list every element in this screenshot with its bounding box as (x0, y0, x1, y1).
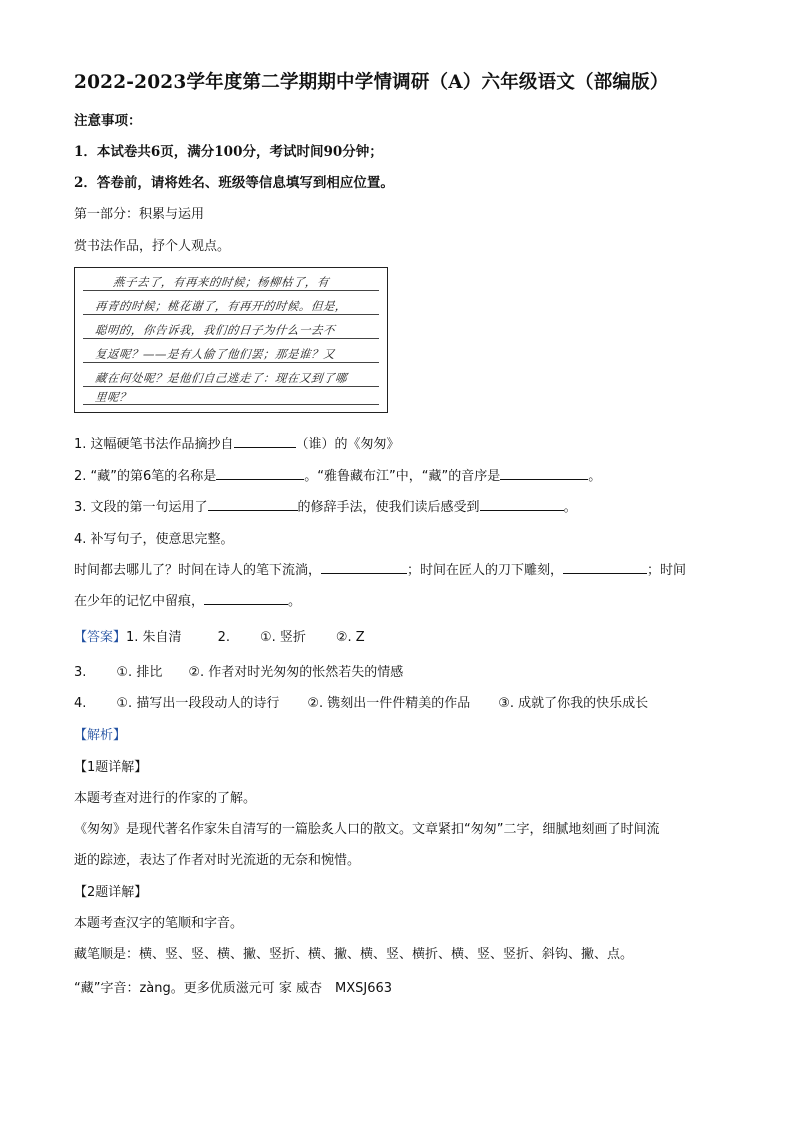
question-text: 。 (588, 469, 602, 484)
answer-blank[interactable] (500, 467, 588, 480)
answer-item: ①. 排比 (116, 665, 163, 680)
instruction: 赏书法作品，抒个人观点。 (74, 239, 231, 254)
calligraphy-rule (83, 290, 379, 291)
question-1 (74, 433, 400, 452)
detail-heading-1: 【1题详解】 (74, 760, 148, 775)
calligraphy-line: 燕子去了，有再来的时候；杨柳枯了，有 (112, 275, 330, 289)
detail-heading-2: 【2题详解】 (74, 885, 148, 900)
calligraphy-line: 聪明的，你告诉我，我们的日子为什么一去不 (94, 323, 336, 337)
analysis-label: 【解析】 (74, 728, 127, 743)
question-3 (74, 496, 577, 515)
analysis-paragraph: “藏”字音：zàng。更多优质滋元可 家 威杏 MXSJ663 (74, 981, 393, 996)
page-title: 2022-2023学年度第二学期期中学情调研（A）六年级语文（部编版） (74, 72, 669, 93)
question-text: 。 (288, 594, 302, 609)
answer-item: 1. 朱自清 (126, 630, 182, 645)
calligraphy-line: 藏在何处呢？是他们自己逃走了：现在又到了哪 (94, 371, 348, 385)
question-2 (74, 465, 601, 484)
calligraphy-rule (83, 314, 379, 315)
analysis-paragraph: 《匆匆》是现代著名作家朱自清写的一篇脍炙人口的散文。文章紧扣“匆匆”二字，细腻地刻画了时间流 (74, 822, 660, 837)
question-text: 。 (563, 500, 577, 515)
question-text: 在少年的记忆中留痕， (74, 594, 205, 609)
answer-label: 【答案】 (74, 630, 127, 645)
part-heading: 第一部分：积累与运用 (74, 207, 205, 222)
calligraphy-rule (83, 362, 379, 363)
answer-blank[interactable] (234, 435, 296, 448)
question-text: 1. 这幅硬笔书法作品摘抄自 (74, 437, 234, 452)
answer-blank[interactable] (321, 561, 407, 574)
question-4: 4. 补写句子，使意思完整。 (74, 532, 234, 547)
question-text: 。“雅鲁藏布江”中，“藏”的音序是 (304, 469, 501, 484)
question-text: ；时间在匠人的刀下雕刻， (407, 563, 564, 578)
answer-blank[interactable] (480, 498, 564, 511)
answer-row-1 (74, 626, 365, 645)
answer-item: 3. (74, 665, 87, 680)
answer-blank[interactable] (216, 467, 304, 480)
calligraphy-line: 里呢？ (94, 390, 132, 404)
question-4-line-2 (74, 590, 301, 609)
answer-item: ②. Z (335, 630, 365, 645)
analysis-paragraph: 藏笔顺是：横、竖、竖、横、撇、竖折、横、撇、横、竖、横折、横、竖、竖折、斜钩、撇、点。 (74, 947, 634, 962)
question-4-line-1 (74, 559, 686, 578)
analysis-paragraph: 逝的踪迹，表达了作者对时光流逝的无奈和惋惜。 (74, 853, 361, 868)
calligraphy-line: 再青的时候；桃花谢了，有再开的时候。但是， (94, 299, 348, 313)
answer-row-2 (74, 661, 403, 680)
answer-blank[interactable] (563, 561, 647, 574)
answer-blank[interactable] (204, 592, 288, 605)
analysis-paragraph: 本题考查汉字的笔顺和字音。 (74, 916, 244, 931)
calligraphy-image (74, 267, 388, 413)
question-text: （谁）的《匆匆》 (295, 437, 400, 452)
answer-blank[interactable] (208, 498, 298, 511)
answer-item: ①. 竖折 (259, 630, 306, 645)
calligraphy-line: 复返呢？——是有人偷了他们罢；那是谁？又 (94, 347, 336, 361)
question-text: 时间都去哪儿了？时间在诗人的笔下流淌， (74, 563, 322, 578)
answer-item: 4. (74, 696, 87, 711)
question-text: ；时间 (647, 563, 687, 578)
answer-item: ②. 镌刻出一件件精美的作品 (307, 696, 471, 711)
answer-item: ①. 描写出一段段动人的诗行 (116, 696, 280, 711)
question-text: 的修辞手法，使我们读后感受到 (297, 500, 480, 515)
calligraphy-rule (83, 338, 379, 339)
answer-row-3 (74, 692, 648, 711)
answer-item: ③. 成就了你我的快乐成长 (498, 696, 649, 711)
answer-item: ②. 作者对时光匆匆的怅然若失的情感 (188, 665, 404, 680)
answer-item: 2. (217, 630, 230, 645)
notice-item-1: 1．本试卷共6页，满分100分，考试时间90分钟； (74, 144, 383, 160)
calligraphy-rule (83, 386, 379, 387)
question-text: 3. 文段的第一句运用了 (74, 500, 208, 515)
notice-item-2: 2．答卷前，请将姓名、班级等信息填写到相应位置。 (74, 175, 394, 191)
analysis-paragraph: 本题考查对进行的作家的了解。 (74, 791, 257, 806)
notice-heading: 注意事项： (74, 113, 142, 129)
question-text: 2. “藏”的第6笔的名称是 (74, 469, 217, 484)
